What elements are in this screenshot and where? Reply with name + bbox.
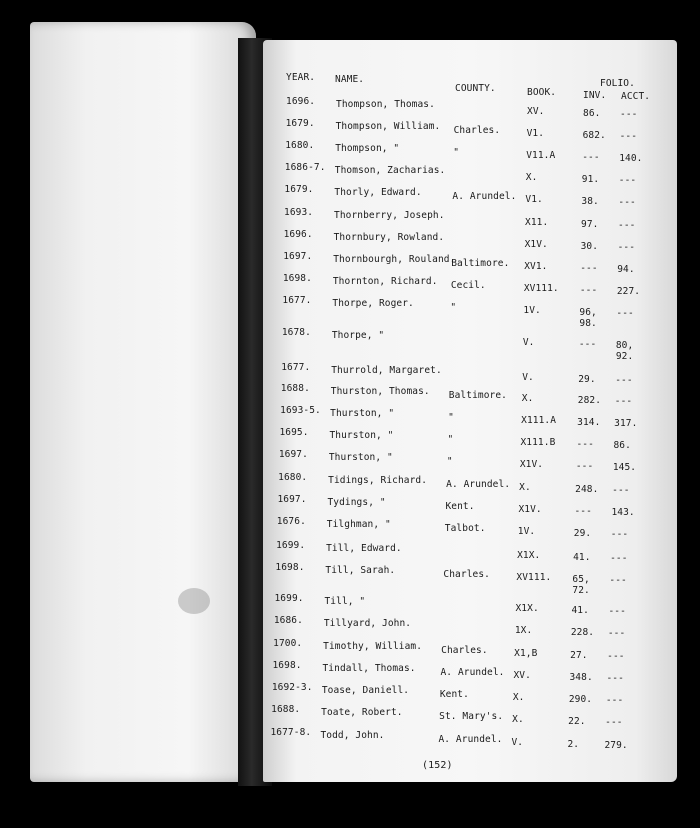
cell-name: Till, Edward. (326, 543, 402, 554)
cell-acct: 86. (613, 440, 631, 451)
cell-acct: --- (619, 131, 638, 142)
cell-county: Charles. (441, 645, 488, 656)
cell-year: 1693. (284, 207, 314, 218)
cell-acct: --- (607, 651, 625, 662)
cell-year: 1700. (273, 638, 303, 649)
cell-year: 1698. (272, 660, 302, 671)
cell-inv: 22. (568, 716, 586, 727)
header-book: BOOK. (527, 87, 557, 98)
header-folio: FOLIO. (600, 78, 635, 89)
cell-name: Thompson, Thomas. (336, 99, 435, 110)
cell-year: 1696. (286, 96, 316, 107)
cell-name: Toase, Daniell. (321, 685, 410, 696)
cell-county: " (446, 456, 453, 467)
cell-year: 1680. (278, 472, 308, 483)
cell-year: 1679. (285, 118, 315, 129)
cell-inv: 86. (583, 108, 601, 119)
cell-book: X1,B (514, 648, 538, 659)
cell-inv: --- (575, 461, 594, 472)
cell-book: V. (522, 337, 535, 348)
cell-name: Thurston, " (328, 452, 393, 463)
cell-acct: --- (618, 220, 636, 231)
cell-county: Kent. (439, 689, 469, 700)
cell-inv: 30. (580, 241, 599, 252)
cell-year: 1686-7. (284, 162, 326, 173)
cell-book: X. (512, 714, 524, 725)
cell-acct: 227. (616, 286, 641, 297)
cell-acct: --- (605, 717, 623, 728)
cell-county: A. Arundel. (446, 479, 511, 490)
cell-name: Todd, John. (320, 730, 385, 741)
header-name: NAME. (335, 74, 365, 85)
cell-county: Kent. (445, 501, 475, 512)
cell-acct: --- (620, 109, 638, 120)
cell-county: Baltimore. (451, 258, 510, 269)
cell-acct: 317. (614, 418, 638, 429)
cell-book: X. (525, 172, 538, 183)
cell-year: 1699. (274, 593, 304, 604)
cell-year: 1677-8. (270, 727, 312, 738)
cell-year: 1677. (282, 295, 312, 306)
cell-county: Talbot. (444, 523, 486, 534)
cell-county: A. Arundel. (452, 191, 517, 202)
cell-book: V11.A (526, 150, 556, 161)
cell-book: X1V. (519, 459, 544, 470)
cell-year: 1695. (279, 427, 309, 438)
cell-acct: --- (609, 575, 627, 586)
cell-inv: 248. (575, 484, 599, 495)
cell-inv: 682. (582, 130, 606, 141)
cell-book: X1V. (524, 239, 548, 250)
cell-county: " (447, 434, 454, 445)
cell-year: 1698. (282, 273, 312, 284)
cell-county: Baltimore. (448, 390, 507, 401)
cell-acct: --- (618, 175, 637, 186)
cell-county: " (453, 147, 460, 158)
cell-name: Thomson, Zacharias. (334, 165, 446, 176)
cell-year: 1686. (273, 615, 303, 626)
cell-year: 1677. (281, 362, 311, 373)
cell-county: St. Mary's. (439, 711, 504, 722)
cell-name: Thompson, " (335, 143, 400, 154)
cell-book: X1X. (517, 550, 541, 561)
cell-county: A. Arundel. (440, 667, 505, 678)
cell-county: " (450, 302, 457, 313)
cell-inv: 96, 98. (579, 307, 597, 329)
cell-acct: --- (615, 375, 633, 386)
cell-inv: 97. (581, 219, 599, 230)
cell-county: Cecil. (450, 280, 486, 291)
cell-inv: 38. (581, 196, 599, 207)
cell-year: 1692-3. (271, 682, 313, 693)
cell-year: 1676. (276, 516, 306, 527)
cell-inv: 282. (577, 395, 602, 406)
cell-county: Charles. (443, 569, 490, 580)
cell-inv: --- (580, 263, 598, 274)
cell-name: Thorpe, Roger. (332, 298, 414, 309)
cell-book: X1V. (518, 504, 542, 515)
cell-book: 1V. (523, 305, 541, 316)
cell-name: Till, Sarah. (325, 565, 396, 576)
left-page (30, 22, 256, 782)
header-acct: ACCT. (621, 91, 651, 102)
cell-acct: 145. (612, 462, 637, 473)
cell-inv: 41. (573, 552, 591, 563)
cell-inv: 29. (573, 528, 592, 539)
cell-acct: --- (618, 197, 636, 208)
cell-book: XV1. (524, 261, 548, 272)
cell-acct: --- (617, 242, 636, 253)
header-inv: INV. (583, 90, 607, 101)
cell-inv: 41. (571, 605, 589, 616)
cell-acct: --- (610, 529, 629, 540)
cell-name: Till, " (324, 596, 366, 607)
cell-year: 1697. (283, 251, 313, 262)
cell-book: V1. (525, 194, 543, 205)
cell-acct: --- (607, 628, 626, 639)
cell-year: 1693-5. (280, 405, 321, 416)
cell-book: X1X. (515, 603, 539, 614)
cell-name: Timothy, William. (323, 641, 423, 652)
cell-inv: --- (574, 506, 592, 517)
cell-county: A. Arundel. (438, 734, 503, 745)
cell-inv: --- (576, 439, 594, 450)
cell-book: XV111. (523, 283, 559, 294)
cell-name: Thompson, William. (335, 121, 441, 132)
cell-inv: 290. (568, 694, 593, 705)
cell-book: X. (512, 692, 525, 703)
cell-book: X. (519, 482, 531, 493)
cell-book: XV. (527, 106, 545, 117)
cell-book: V1. (526, 128, 545, 139)
cell-year: 1697. (277, 494, 307, 505)
cell-inv: 2. (567, 739, 580, 750)
cell-book: X111.B (520, 437, 556, 448)
cell-county: " (448, 412, 454, 423)
cell-inv: 29. (578, 374, 596, 385)
cell-name: Thurston, " (329, 430, 394, 441)
cell-acct: 94. (617, 264, 635, 275)
cell-acct: 279. (604, 740, 628, 751)
cell-inv: --- (582, 152, 600, 163)
cell-name: Toate, Robert. (321, 707, 403, 718)
cell-year: 1680. (285, 140, 315, 151)
cell-name: Thornbury, Rowland. (333, 232, 445, 243)
cell-year: 1698. (275, 562, 305, 573)
cell-acct: --- (616, 308, 634, 319)
cell-inv: --- (578, 339, 597, 350)
cell-inv: --- (579, 285, 598, 296)
cell-acct: 80, 92. (615, 340, 634, 362)
cell-name: Tindall, Thomas. (322, 663, 416, 674)
cell-book: X111.A (521, 415, 557, 426)
cell-book: XV. (513, 670, 531, 681)
cell-acct: --- (614, 396, 633, 407)
cell-book: X11. (525, 217, 549, 228)
cell-acct: 143. (611, 507, 635, 518)
cell-name: Thurrold, Margaret. (331, 365, 442, 376)
cell-book: X. (521, 393, 534, 404)
cell-book: 1V. (517, 526, 536, 537)
cell-acct: --- (610, 553, 628, 564)
cell-acct: --- (608, 606, 626, 617)
cell-name: Tidings, Richard. (328, 475, 428, 486)
cell-acct: --- (606, 673, 624, 684)
cell-year: 1697. (278, 449, 308, 460)
cell-name: Thorly, Edward. (334, 187, 422, 198)
page-number: (152) (422, 760, 453, 771)
cell-name: Tilghman, " (326, 519, 391, 530)
cell-name: Thornberry, Joseph. (334, 210, 445, 221)
cell-acct: --- (612, 485, 630, 496)
header-year: YEAR. (286, 72, 316, 83)
cell-year: 1678. (281, 327, 311, 338)
cell-acct: 140. (619, 153, 643, 164)
cell-year: 1688. (271, 704, 301, 715)
stain (178, 588, 210, 614)
cell-year: 1679. (284, 184, 314, 195)
cell-name: Thurston, Thomas. (330, 386, 430, 397)
cell-name: Thornbourgh, Rouland. (333, 254, 456, 265)
cell-year: 1688. (280, 383, 310, 394)
cell-name: Thurston, " (330, 408, 395, 419)
cell-acct: --- (605, 695, 624, 706)
cell-year: 1696. (283, 229, 313, 240)
cell-name: Tydings, " (327, 497, 386, 508)
cell-inv: 27. (570, 650, 588, 661)
cell-inv: 348. (569, 672, 593, 683)
cell-county: Charles. (453, 125, 501, 136)
cell-book: XV111. (516, 572, 552, 583)
cell-inv: 314. (577, 417, 601, 428)
cell-name: Thornton, Richard. (332, 276, 438, 287)
header-county: COUNTY. (455, 83, 496, 94)
cell-name: Thorpe, " (331, 330, 385, 341)
cell-inv: 91. (581, 174, 600, 185)
cell-book: 1X. (514, 625, 533, 636)
cell-inv: 65, 72. (572, 574, 590, 596)
cell-inv: 228. (570, 627, 595, 638)
cell-year: 1699. (276, 540, 306, 551)
cell-name: Tillyard, John. (323, 618, 412, 629)
cell-book: V. (522, 372, 534, 383)
cell-book: V. (511, 737, 524, 748)
